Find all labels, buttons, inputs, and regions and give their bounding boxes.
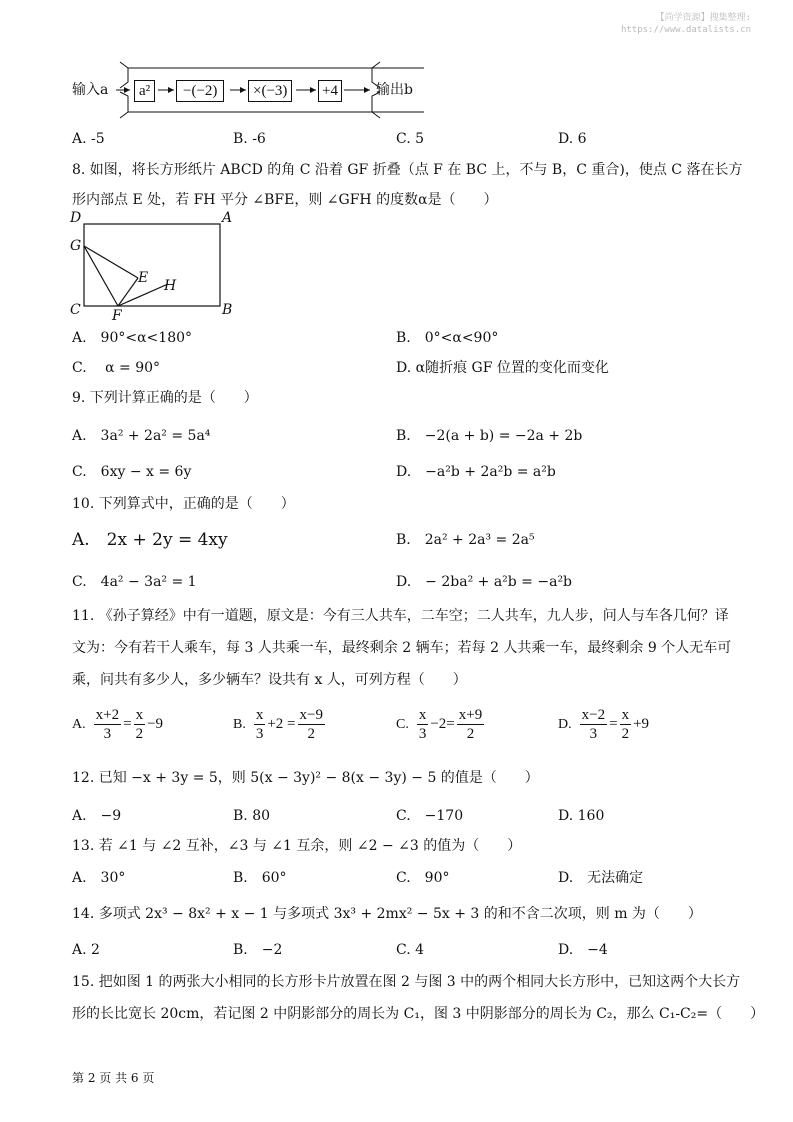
q8-option-c: C. α = 90° — [72, 360, 161, 376]
fig-label-c: C — [70, 302, 81, 318]
q11-option-d — [558, 706, 649, 743]
q8-stem-line2: 形内部点 E 处，若 FH 平分 ∠BFE，则 ∠GFH 的度数α是（ ） — [72, 192, 498, 208]
page-footer: 第 2 页 共 6 页 — [72, 1071, 155, 1085]
q10-option-a: A. 2x + 2y = 4xy — [72, 530, 228, 550]
q11-d-num2: x — [621, 707, 630, 723]
q11-b-mid: +2 = — [267, 716, 296, 732]
q11-a-frac1 — [94, 706, 121, 743]
q9-option-b: B. −2(a + b) = −2a + 2b — [396, 428, 583, 444]
q11-a-den1: 3 — [103, 726, 112, 742]
flow-output-label: 输出b — [376, 82, 413, 98]
q11-a-num1: x+2 — [95, 707, 120, 723]
q10-option-b: B. 2a² + 2a³ = 2a⁵ — [396, 532, 535, 548]
fig-label-b: B — [222, 302, 233, 318]
fig-label-d: D — [70, 210, 82, 226]
q11-d-mid: = — [609, 716, 618, 732]
fig-label-g: G — [70, 238, 82, 254]
q7-option-d: D. 6 — [558, 131, 587, 147]
fig-label-h: H — [164, 278, 177, 294]
q8-option-d: D. α随折痕 GF 位置的变化而变化 — [396, 360, 609, 376]
flow-diagram — [70, 60, 430, 122]
q11-a-tail: −9 — [147, 716, 164, 732]
q9-stem: 9. 下列计算正确的是（ ） — [72, 390, 258, 406]
q11-b-num1: x — [255, 707, 264, 723]
q14-option-c: C. 4 — [396, 942, 425, 958]
q11-d-den2: 2 — [621, 726, 630, 742]
q12-option-b: B. 80 — [233, 808, 271, 824]
q8-option-b: B. 0°<α<90° — [396, 330, 499, 346]
q11-a-num2: x — [135, 707, 144, 723]
q11-c-num2: x+9 — [458, 707, 483, 723]
q10-option-d: D. − 2ba² + a²b = −a²b — [396, 574, 573, 590]
watermark — [621, 12, 751, 36]
flow-input-label: 输入a — [72, 82, 109, 98]
q7-option-c: C. 5 — [396, 131, 425, 147]
q9-option-d: D. −a²b + 2a²b = a²b — [396, 464, 556, 480]
q14-option-a: A. 2 — [72, 942, 100, 958]
q7-option-b: B. -6 — [233, 131, 266, 147]
q11-a-frac2 — [134, 706, 146, 743]
q14-stem: 14. 多项式 2x³ − 8x² + x − 1 与多项式 3x³ + 2mx² − 5x + 3 的和不含二次项，则 m 为（ ） — [72, 906, 702, 922]
flow-box-minus: −(−2) — [176, 80, 224, 102]
q8-figure-drawing — [68, 214, 248, 324]
q12-stem: 12. 已知 −x + 3y = 5，则 5(x − 3y)² − 8(x − 3y) − 5 的值是（ ） — [72, 770, 539, 786]
q11-d-label: D. — [558, 716, 572, 732]
q12-option-c: C. −170 — [396, 808, 464, 824]
q11-d-den1: 3 — [589, 726, 598, 742]
q8-figure — [68, 210, 248, 324]
q15-stem-line2: 形的长比宽长 20cm，若记图 2 中阴影部分的周长为 C₁，图 3 中阴影部分的周长为 C₂，那么 C₁-C₂=（ ） — [72, 1006, 765, 1022]
q11-b-den2: 2 — [307, 726, 315, 742]
q11-c-label: C. — [396, 716, 409, 732]
q11-a-den2: 2 — [135, 726, 144, 742]
q10-option-c: C. 4a² − 3a² = 1 — [72, 574, 197, 590]
q11-c-num1: x — [418, 707, 427, 723]
q11-a-label: A. — [72, 716, 86, 732]
q11-d-tail: +9 — [633, 716, 650, 732]
q10-stem: 10. 下列算式中，正确的是（ ） — [72, 496, 295, 512]
q11-b-num2: x−9 — [299, 707, 323, 723]
watermark-line1: 【尚学资源】搜集整理: — [655, 13, 751, 23]
q11-b-den1: 3 — [255, 726, 264, 742]
q11-d-num1: x−2 — [581, 707, 606, 723]
fig-label-a: A — [222, 210, 233, 226]
q11-stem-line3: 乘，问共有多少人，多少辆车？设共有 x 人，可列方程（ ） — [72, 672, 467, 688]
q11-c-den1: 3 — [418, 726, 427, 742]
q11-c-frac2 — [457, 706, 484, 743]
q14-option-b: B. −2 — [233, 942, 283, 958]
q11-c-mid: −2= — [430, 716, 455, 732]
fig-label-f: F — [112, 308, 122, 324]
q8-stem-line1: 8. 如图，将长方形纸片 ABCD 的角 C 沿着 GF 折叠（点 F 在 BC 上，不与 B，C 重合)，使点 C 落在长方 — [72, 162, 743, 178]
q11-option-b — [233, 706, 327, 743]
q11-stem-line2: 文为：今有若干人乘车，每 3 人共乘一车，最终剩余 2 辆车；若每 2 人共乘一车，最终剩余 9 个人无车可 — [72, 640, 732, 656]
q11-d-frac1 — [580, 706, 607, 743]
q13-option-a: A. 30° — [72, 870, 126, 886]
q13-stem: 13. 若 ∠1 与 ∠2 互补，∠3 与 ∠1 互余，则 ∠2 − ∠3 的值为（ ） — [72, 838, 522, 854]
q7-option-a: A. -5 — [72, 131, 105, 147]
q11-stem-line1: 11. 《孙子算经》中有一道题，原文是：今有三人共车，二车空；二人共车，九人步，问人与车各几何？译 — [72, 608, 729, 624]
q11-c-frac1 — [417, 706, 429, 743]
q11-option-a — [72, 706, 163, 743]
q11-option-c — [396, 706, 486, 743]
q9-option-c: C. 6xy − x = 6y — [72, 464, 192, 480]
flow-box-multiply: ×(−3) — [248, 80, 292, 102]
watermark-line2: https://www.datalists.cn — [620, 25, 751, 35]
fig-label-e: E — [138, 270, 149, 286]
flow-box-plus: +4 — [318, 80, 342, 102]
q13-option-b: B. 60° — [233, 870, 287, 886]
q11-b-frac2 — [298, 706, 325, 743]
q9-option-a: A. 3a² + 2a² = 5a⁴ — [72, 428, 211, 444]
q11-b-label: B. — [233, 716, 246, 732]
flow-box-square: a² — [134, 80, 155, 102]
q13-option-d: D. 无法确定 — [558, 870, 644, 886]
q11-c-den2: 2 — [466, 726, 475, 742]
q12-option-a: A. −9 — [72, 808, 122, 824]
q11-d-frac2 — [620, 706, 632, 743]
q11-a-mid: = — [123, 716, 132, 732]
q11-b-frac1 — [254, 706, 266, 743]
q13-option-c: C. 90° — [396, 870, 450, 886]
q8-option-a: A. 90°<α<180° — [72, 330, 193, 346]
q14-option-d: D. −4 — [558, 942, 608, 958]
q12-option-d: D. 160 — [558, 808, 605, 824]
q15-stem-line1: 15. 把如图 1 的两张大小相同的长方形卡片放置在图 2 与图 3 中的两个相同大长方形中，已知这两个大长方 — [72, 974, 741, 990]
